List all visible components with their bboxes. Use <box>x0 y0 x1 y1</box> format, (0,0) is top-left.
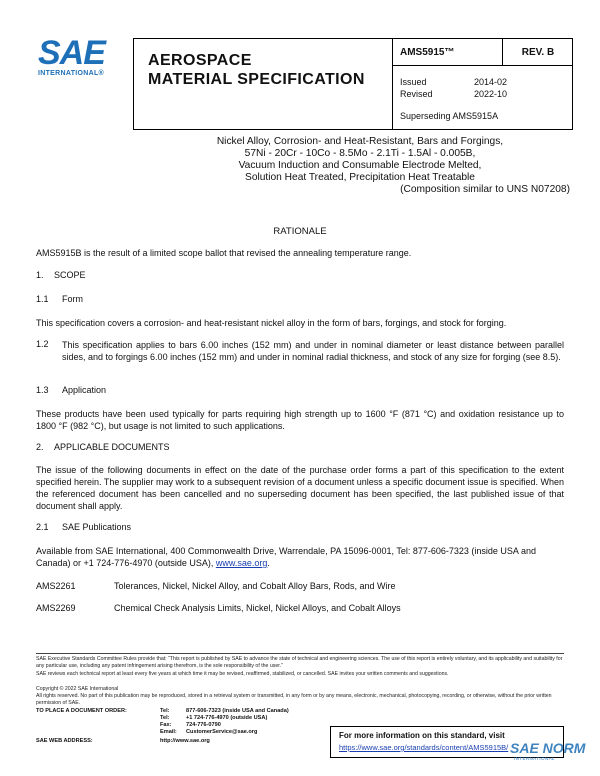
order-label: TO PLACE A DOCUMENT ORDER: <box>36 708 127 714</box>
specification-title <box>150 136 570 196</box>
fax-label: Fax: <box>160 722 172 728</box>
reference-title: Tolerances, Nickel, Nickel Alloy, and Cobalt Alloy Bars, Rods, and Wire <box>114 581 396 591</box>
section-1-title: SCOPE <box>54 270 86 280</box>
standard-url-link[interactable]: https://www.sae.org/standards/content/AMS5915B/ <box>339 743 509 752</box>
revised-date: 2022-10 <box>474 89 508 99</box>
section-2-number: 2. <box>36 442 44 452</box>
section-2-1-number: 2.1 <box>36 522 49 532</box>
reference-code: AMS2261 <box>36 581 76 591</box>
section-1-3-title: Application <box>62 385 107 395</box>
section-1-2-text: This specification applies to bars 6.00 inches (152 mm) and under in nominal diameter or least distance between parallel sides, and to forgings 6.00 inches (152 mm) and under in nominal radial thickness, and stock of any size for forging (see 8.5). <box>62 340 564 362</box>
title-line-1: AEROSPACE <box>148 52 252 69</box>
section-1-1-title: Form <box>62 294 83 304</box>
sentence-end: . <box>267 558 270 568</box>
reference-code: AMS2269 <box>36 603 76 613</box>
revision-label: REV. B <box>521 47 555 58</box>
section-2-text: The issue of the following documents in effect on the date of the purchase order forms a part of this specification to the extent specified herein. The supplier may work to a subsequent revision of a document unless a specific document issue is specified. When the referenced document has been cancelled and no superseding document has been specified, the last published issue of that document shall apply. <box>36 465 564 511</box>
spec-number: AMS5915™ <box>400 47 455 58</box>
section-1-2-number: 1.2 <box>36 339 49 349</box>
tel-label: Tel: <box>160 715 170 721</box>
copyright-line: Copyright © 2022 SAE International <box>36 686 119 692</box>
section-1-3-number: 1.3 <box>36 385 49 395</box>
section-1-number: 1. <box>36 270 44 280</box>
review-note: SAE reviews each technical report at least every five years at which time it may be revised, reaffirmed, stabilized, or cancelled. SAE invites your written comments and suggestions. <box>36 671 449 677</box>
header-divider <box>392 39 393 129</box>
section-2-1-title: SAE Publications <box>62 522 132 532</box>
email-address[interactable]: CustomerService@sae.org <box>186 729 258 735</box>
footer-rule <box>36 653 564 654</box>
title-line: 57Ni - 20Cr - 10Co - 8.5Mo - 2.1Ti - 1.5Al - 0.005B, <box>244 148 476 159</box>
issued-date: 2014-02 <box>474 77 508 87</box>
watermark-subtext: INTERNATIONAL <box>514 756 555 761</box>
title-line: Vacuum Induction and Consumable Electrode Melted, <box>238 160 482 171</box>
title-line: (Composition similar to UNS N07208) <box>400 184 570 195</box>
tel-outside-usa: +1 724-776-4970 (outside USA) <box>186 715 268 721</box>
section-1-1-number: 1.1 <box>36 294 49 304</box>
title-line: Nickel Alloy, Corrosion- and Heat-Resistant, Bars and Forgings, <box>216 136 504 147</box>
sae-website-link[interactable]: www.sae.org <box>215 558 268 568</box>
committee-rules-note: SAE Executive Standards Committee Rules provide that: “This report is published by SAE to advance the state of technical and engineering sciences. The use of this report is entirely voluntary, and its applicability and suitability for any particular use, including any patent infringement arising therefrom, is the sole responsibility of the user.” <box>36 656 563 669</box>
rationale-heading: RATIONALE <box>273 226 327 237</box>
revised-label: Revised <box>400 89 433 99</box>
sae-web-url[interactable]: http://www.sae.org <box>160 738 210 744</box>
email-label: Email: <box>160 729 177 735</box>
section-1-1-text: This specification covers a corrosion- and heat-resistant nickel alloy in the form of bars, forgings, and stock for forging. <box>36 318 507 328</box>
web-address-label: SAE WEB ADDRESS: <box>36 738 93 744</box>
header-divider-horizontal <box>392 65 572 66</box>
document-type-title <box>148 51 383 89</box>
fax-number: 724-776-0790 <box>186 722 221 728</box>
title-line: Solution Heat Treated, Precipitation Heat Treatable <box>245 172 475 183</box>
title-line-2: MATERIAL SPECIFICATION <box>148 71 365 88</box>
header-box <box>133 38 573 130</box>
more-info-title: For more information on this standard, visit <box>339 731 505 740</box>
tel-inside-usa: 877-606-7323 (inside USA and Canada) <box>186 708 289 714</box>
rationale-text: AMS5915B is the result of a limited scope ballot that revised the annealing temperature range. <box>36 248 412 258</box>
logo-text: SAE <box>38 34 105 72</box>
logo-subtext: INTERNATIONAL® <box>38 70 105 77</box>
watermark-logo: SAE NORM <box>510 740 586 756</box>
tel-label: Tel: <box>160 708 170 714</box>
section-1-3-text: These products have been used typically for parts requiring high strength up to 1600 °F (871 °C) and oxidation resistance up to 1800 °F (982 °C), but usage is not limited to such applications. <box>36 409 564 431</box>
header-divider-short <box>502 39 503 65</box>
publication-source: Available from SAE International, 400 Commonwealth Drive, Warrendale, PA 15096-0001, Tel: 877-606-7323 (inside USA and Canada) or +1 724-776-4970 (outside USA), <box>36 546 536 568</box>
reference-title: Chemical Check Analysis Limits, Nickel, Nickel Alloys, and Cobalt Alloys <box>114 603 401 613</box>
section-2-title: APPLICABLE DOCUMENTS <box>54 442 170 452</box>
superseding-note: Superseding AMS5915A <box>400 111 499 121</box>
sae-logo <box>38 36 116 77</box>
issued-label: Issued <box>400 77 427 87</box>
rights-statement: All rights reserved. No part of this publication may be reproduced, stored in a retrieval system or transmitted, in any form or by any means, electronic, mechanical, photocopying, recording, or otherwise, without the prior written permission of SAE. <box>36 693 552 706</box>
section-2-1-text <box>36 545 564 569</box>
